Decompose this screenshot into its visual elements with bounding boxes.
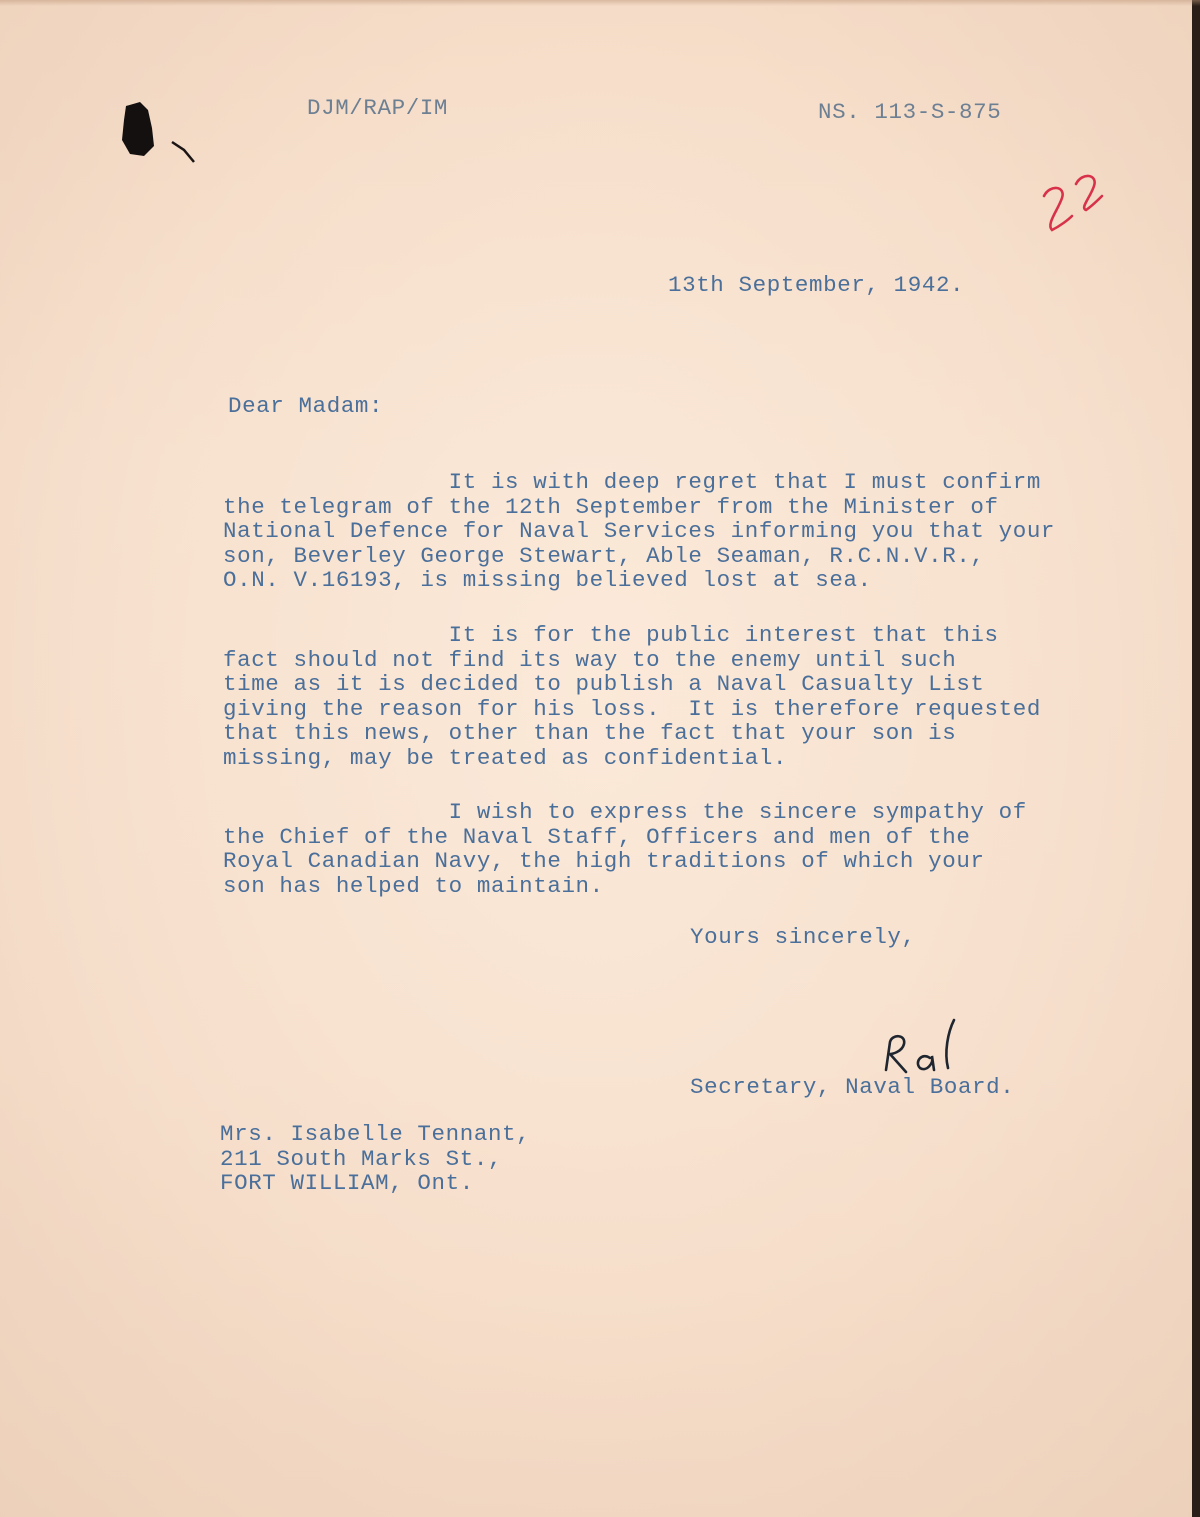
file-number: NS. 113-S-875 (818, 99, 1002, 125)
body-paragraph-3: I wish to express the sincere sympathy of the Chief of the Naval Staff, Officers and men of the Royal Canadian Navy, the high traditions of which your son has helped to maintain. (223, 799, 1027, 899)
closing: Yours sincerely, (690, 924, 916, 950)
paper-edge (0, 0, 1200, 6)
tear-mark-icon (170, 138, 200, 166)
handwritten-initials-signature (872, 1012, 972, 1082)
handwritten-page-number (1032, 166, 1118, 240)
reference-initials: DJM/RAP/IM (307, 95, 449, 121)
punch-hole-icon (118, 100, 162, 160)
signatory-title: Secretary, Naval Board. (690, 1074, 1015, 1100)
salutation: Dear Madam: (228, 393, 384, 419)
letter-date: 13th September, 1942. (668, 272, 965, 298)
recipient-address: Mrs. Isabelle Tennant, 211 South Marks St., FORT WILLIAM, Ont. (220, 1121, 531, 1196)
body-paragraph-2: It is for the public interest that this fact should not find its way to the enemy until such time as it is decided to publish a Naval Casualty List giving the reason for his loss. It is therefore requested that this news, other than the fact that your son is missing, may be treated as confidential. (223, 622, 1041, 771)
body-paragraph-1: It is with deep regret that I must confirm the telegram of the 12th September from the Minister of National Defence for Naval Services informing you that your son, Beverley George Stewart, Able Seaman, R.C.N.V.R., O.N. V.16193, is missing believed lost at sea. (223, 469, 1056, 593)
